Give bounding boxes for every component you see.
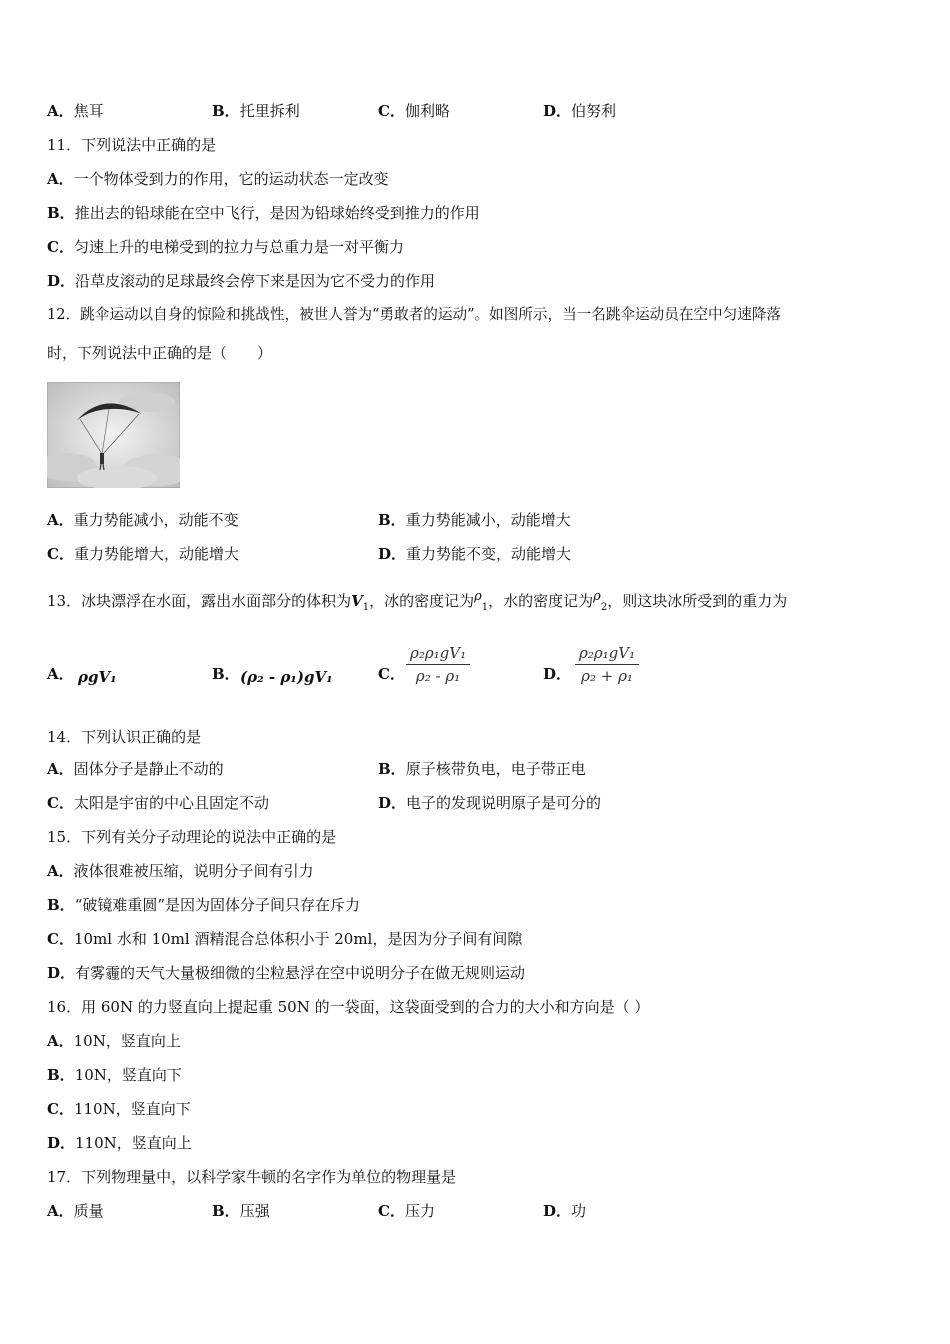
q10-option-b: B．托里拆利 [212, 102, 300, 120]
q12-stem-line2: 时，下列说法中正确的是（ ） [47, 344, 273, 362]
q11-option-d: D．沿草皮滚动的足球最终会停下来是因为它不受力的作用 [47, 272, 436, 290]
q12-option-d: D．重力势能不变，动能增大 [378, 545, 572, 563]
q13-option-b-label: B． [212, 665, 240, 683]
q11-option-c: C．匀速上升的电梯受到的拉力与总重力是一对平衡力 [47, 238, 404, 256]
q12-option-b: B．重力势能减小，动能增大 [378, 511, 571, 529]
q14-stem: 14．下列认识正确的是 [47, 728, 202, 746]
q17-option-c: C．压力 [378, 1202, 435, 1220]
q13-option-a-formula: ρgV₁ [78, 668, 117, 686]
q15-option-c: C．10ml 水和 10ml 酒精混合总体积小于 20ml，是因为分子间有间隙 [47, 930, 523, 948]
q15-option-d: D．有雾霾的天气大量极细微的尘粒悬浮在空中说明分子在做无规则运动 [47, 964, 526, 982]
q12-stem-line1: 12．跳伞运动以自身的惊险和挑战性，被世人誉为“勇敢者的运动”。如图所示，当一名跳伞运动员在空中匀速降落 [47, 306, 781, 323]
q17-option-b: B．压强 [212, 1202, 270, 1220]
q17-option-d: D．功 [543, 1202, 587, 1220]
q11-stem: 11．下列说法中正确的是 [47, 136, 217, 154]
q13-option-c-fraction [406, 642, 470, 687]
q17-option-a: A．质量 [47, 1202, 104, 1220]
q13-option-d-denominator: ρ₂ + ρ₁ [581, 667, 633, 685]
q10-option-a: A．焦耳 [47, 102, 104, 120]
q16-option-b: B．10N，竖直向下 [47, 1066, 182, 1084]
parachutist-photo [47, 382, 180, 488]
q15-option-a: A．液体很难被压缩，说明分子间有引力 [47, 862, 314, 880]
q13-option-c-label: C． [378, 665, 405, 683]
q17-stem: 17．下列物理量中，以科学家牛顿的名字作为单位的物理量是 [47, 1168, 457, 1186]
q10-option-d: D．伯努利 [543, 102, 617, 120]
q13-option-c-denominator: ρ₂ - ρ₁ [415, 667, 461, 685]
q16-option-a: A．10N，竖直向上 [47, 1032, 181, 1050]
q16-option-c: C．110N，竖直向下 [47, 1100, 191, 1118]
q11-option-a: A．一个物体受到力的作用，它的运动状态一定改变 [47, 170, 389, 188]
q16-stem: 16．用 60N 的力竖直向上提起重 50N 的一袋面，这袋面受到的合力的大小和方向是（ ） [47, 998, 650, 1016]
q14-option-a: A．固体分子是静止不动的 [47, 760, 224, 778]
q13-option-d-numerator: ρ₂ρ₁gV₁ [575, 642, 639, 665]
q10-option-c: C．伽利略 [378, 102, 450, 120]
q13-option-d-label: D． [543, 665, 572, 683]
q14-option-b: B．原子核带负电，电子带正电 [378, 760, 586, 778]
q13-option-b-formula: (ρ₂ - ρ₁)gV₁ [240, 668, 333, 686]
q14-option-d: D．电子的发现说明原子是可分的 [378, 794, 602, 812]
q14-option-c: C．太阳是宇宙的中心且固定不动 [47, 794, 269, 812]
q16-option-d: D．110N，竖直向上 [47, 1134, 192, 1152]
q15-option-b: B．“破镜难重圆”是因为固体分子间只存在斥力 [47, 896, 361, 914]
q13-option-c-numerator: ρ₂ρ₁gV₁ [406, 642, 470, 665]
q13-option-d-fraction [575, 642, 639, 687]
q13-stem: 13．冰块漂浮在水面，露出水面部分的体积为$V_1$，冰的密度记为$\rho_1$，水的密度记为$\rho_2$，则这块冰所受到的重力为 [47, 589, 788, 613]
q15-stem: 15．下列有关分子动理论的说法中正确的是 [47, 828, 337, 846]
q12-option-a: A．重力势能减小，动能不变 [47, 511, 239, 529]
q13-option-a-label: A． [47, 665, 74, 683]
q11-option-b: B．推出去的铅球能在空中飞行，是因为铅球始终受到推力的作用 [47, 204, 480, 222]
q12-option-c: C．重力势能增大，动能增大 [47, 545, 239, 563]
